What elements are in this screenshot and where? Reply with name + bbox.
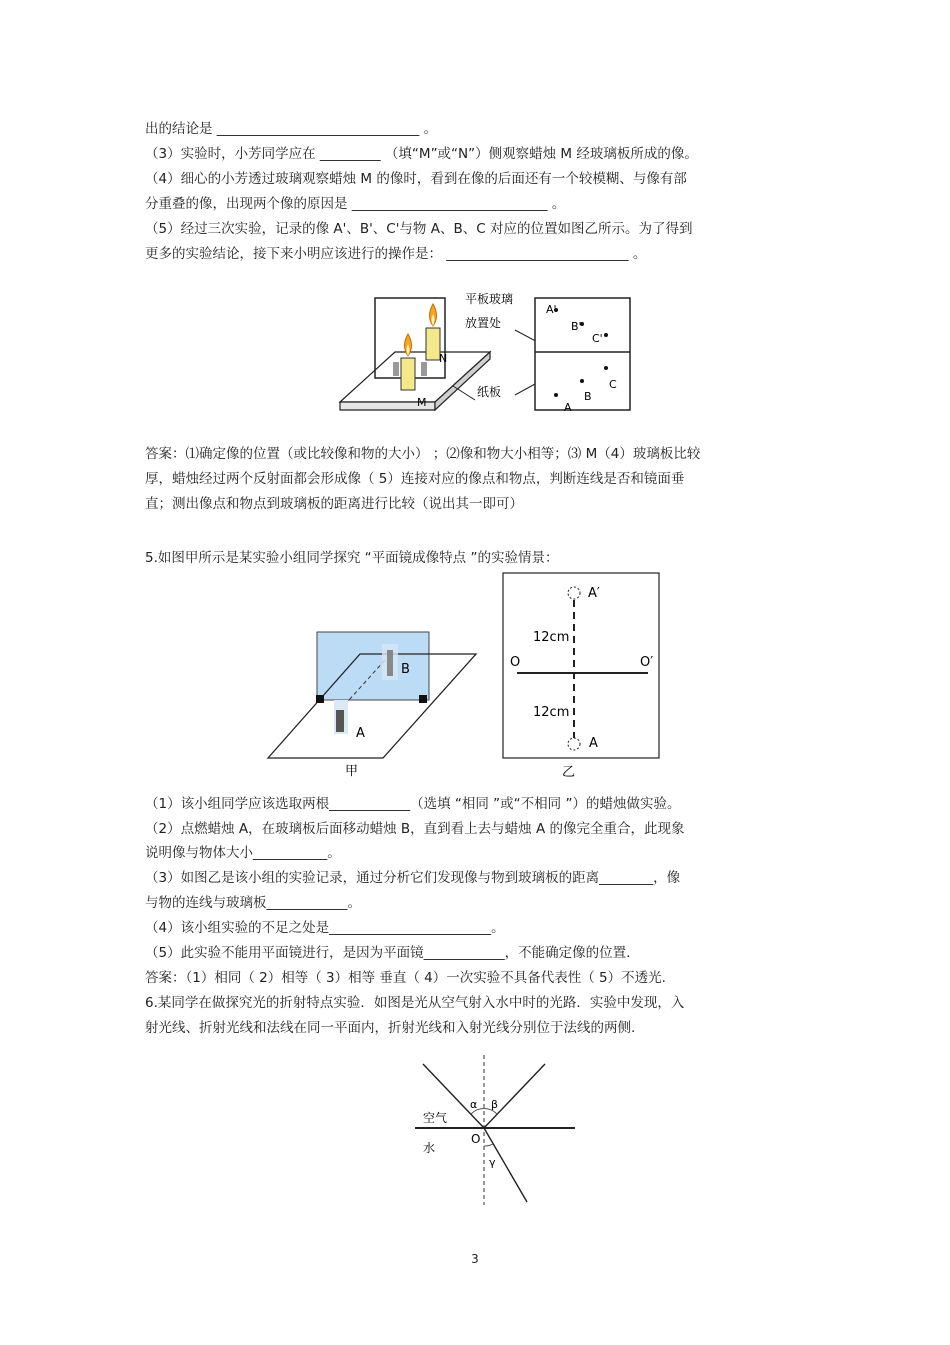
candle-m-label: M (417, 396, 427, 409)
gamma-label: γ (489, 1156, 496, 1169)
figure-caption-yi: 乙 (562, 765, 576, 780)
text-line: 射光线、折射光线和法线在同一平面内，折射光线和入射光线分别位于法线的两侧. (145, 1020, 636, 1036)
glass-label: 放置处 (465, 316, 502, 330)
text-line: （3）如图乙是该小组的实验记录，通过分析它们发现像与物到玻璃板的距离________，像 (145, 870, 681, 886)
answer-line: 答案：⑴确定像的位置（或比较像和物的大小） ；⑵像和物大小相等；⑶ M（4）玻璃板比较 (145, 446, 701, 462)
page-number: 3 (471, 1252, 479, 1266)
answer-line: 答案：（1）相同（ 2）相等（ 3）相等 垂直（ 4）一次实验不具备代表性（ 5）不透光. (145, 970, 666, 986)
point-o-prime-label: O′ (640, 655, 654, 670)
point-a-image-label: A' (546, 303, 557, 316)
text-line: （3）实验时，小芳同学应在 _________ （填“M”或“N”）侧观察蜡烛 M 经玻璃板所成的像。 (145, 146, 698, 162)
air-label: 空气 (423, 1111, 448, 1125)
record-sheet-figure (500, 570, 665, 782)
candle-experiment-figure (335, 290, 635, 420)
point-o-label: O (471, 1132, 481, 1146)
answer-line: 直；测出像点和物点到玻璃板的距离进行比较（说出其一即可） (145, 496, 523, 512)
point-b-label: B (584, 390, 592, 403)
point-a-label: A (564, 401, 572, 414)
candle-a-label: A (356, 726, 365, 741)
board-3d (340, 298, 490, 410)
question-title: 6.某同学在做探究光的折射特点实验．如图是光从空气射入水中时的光路．实验中发现，入 (145, 995, 685, 1011)
question-title: 5.如图甲所示是某实验小组同学探究 “平面镜成像特点 ”的实验情景： (145, 550, 559, 566)
alpha-label: α (470, 1098, 478, 1111)
figure-caption-jia: 甲 (345, 764, 359, 779)
refraction-diagram (395, 1050, 580, 1210)
answer-line: 厚，蜡烛经过两个反射面都会形成像（ 5）连接对应的像点和物点，判断连线是否和镜面垂 (145, 471, 685, 487)
candle-b-label: B (401, 662, 410, 677)
candle-n-label: N (439, 352, 448, 365)
text-line: （5）经过三次实验，记录的像 A'、B'、C'与物 A、B、C 对应的位置如图乙所示。为了得到 (145, 221, 693, 237)
water-label: 水 (423, 1141, 436, 1155)
distance-top-label: 12cm (533, 630, 570, 645)
top-view-diagram (535, 298, 630, 414)
text-line: （2）点燃蜡烛 A，在玻璃板后面移动蜡烛 B，直到看上去与蜡烛 A 的像完全重合，此现象 (145, 821, 685, 837)
point-a-prime-label: A′ (588, 586, 600, 601)
distance-bottom-label: 12cm (533, 705, 570, 720)
text-line: 出的结论是 ______________________________ 。 (145, 121, 438, 137)
plane-mirror-scene-figure (265, 630, 480, 780)
paper-label: 纸板 (477, 385, 502, 399)
point-c-image-label: C' (592, 332, 603, 345)
point-o-label: O (510, 655, 521, 670)
point-c-label: C (609, 378, 617, 391)
text-line: 与物的连线与玻璃板____________。 (145, 895, 361, 911)
text-line: 更多的实验结论，接下来小明应该进行的操作是： ___________________________ 。 (145, 246, 647, 262)
beta-label: β (491, 1098, 499, 1111)
text-line: 说明像与物体大小___________。 (145, 845, 341, 861)
text-line: 分重叠的像，出现两个像的原因是 _____________________________ 。 (145, 196, 566, 212)
text-line: （1）该小组同学应该选取两根____________（选填 “相同 ”或“不相同 ”）的蜡烛做实验。 (145, 796, 681, 812)
glass-label: 平板玻璃 (465, 292, 514, 306)
text-line: （5）此实验不能用平面镜进行，是因为平面镜____________，不能确定像的位置. (145, 945, 631, 961)
candle-n (426, 304, 440, 360)
text-line: （4）该小组实验的不足之处是________________________。 (145, 920, 505, 936)
text-line: （4）细心的小芳透过玻璃观察蜡烛 M 的像时，看到在像的后面还有一个较模糊、与像有部 (145, 171, 687, 187)
point-a-label: A (589, 736, 598, 751)
point-b-image-label: B' (571, 320, 582, 333)
candle-m (401, 334, 415, 390)
